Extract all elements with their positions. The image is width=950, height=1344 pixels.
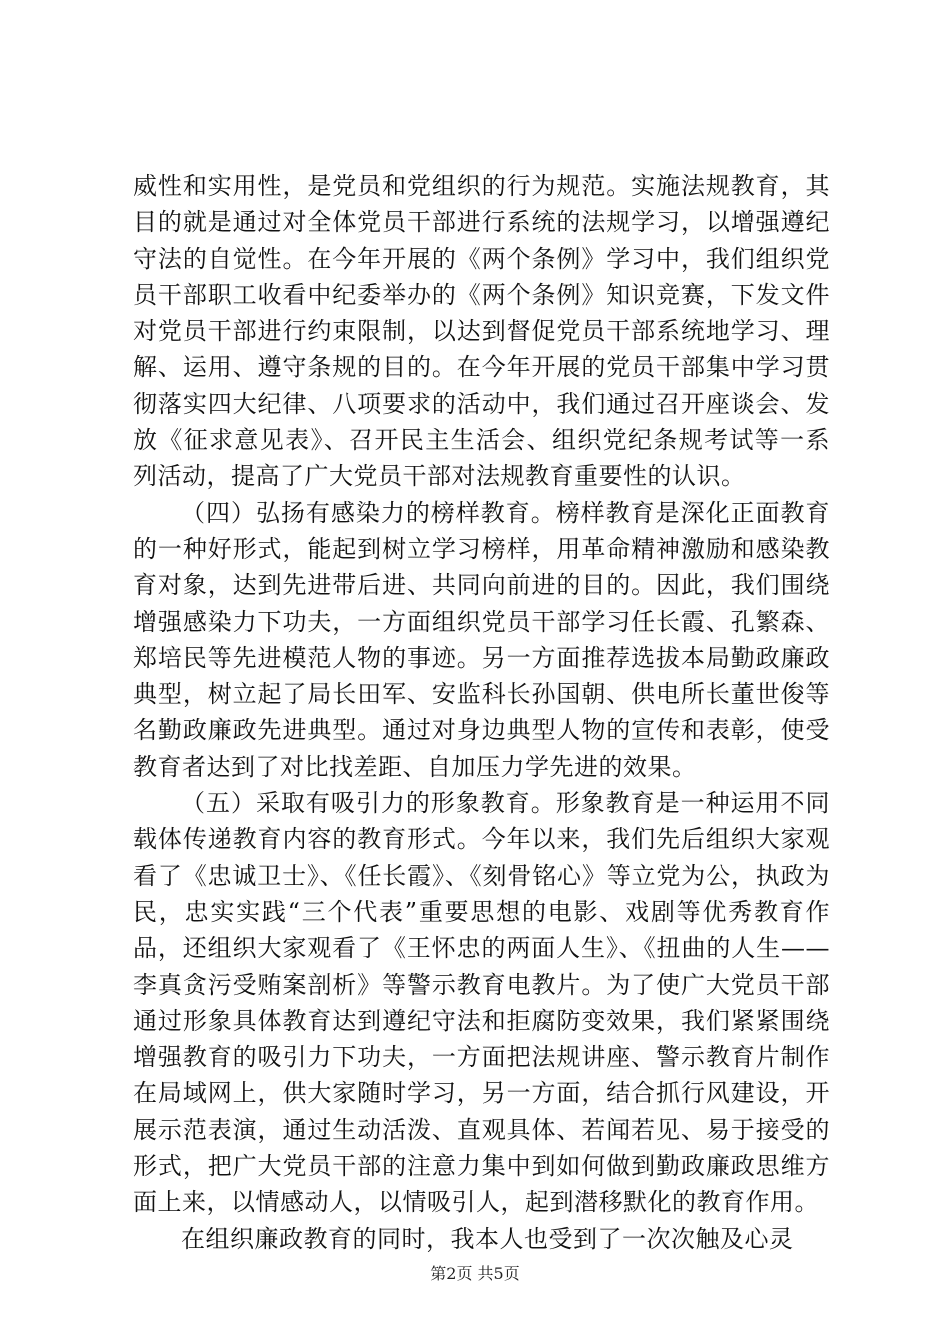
- paragraph-image-education: （五）采取有吸引力的形象教育。形象教育是一种运用不同载体传递教育内容的教育形式。今年以来，我们先后组织大家观看了《忠诚卫士》、《任长霞》、《刻骨铭心》等立党为公，执政为民，忠实实践“三个代表”重要思想的电影、戏剧等优秀教育作品，还组织大家观看了《王怀忠的两面人生》、《扭曲的人生——李真贪污受贿案剖析》等警示教育电教片。为了使广大党员干部通过形象具体教育达到遵纪守法和拒腐防变效果，我们紧紧围绕增强教育的吸引力下功夫，一方面把法规讲座、警示教育片制作在局域网上，供大家随时学习，另一方面，结合抓行风建设，开展示范表演，通过生动活泼、直观具体、若闻若见、易于接受的形式，把广大党员干部的注意力集中到如何做到勤政廉政思维方面上来，以情感动人，以情吸引人，起到潜移默化的教育作用。: [133, 789, 830, 1217]
- page-number-footer: 第2页 共5页: [430, 1264, 520, 1283]
- paragraph-personal-education: 在组织廉政教育的同时，我本人也受到了一次次触及心灵: [181, 1224, 794, 1253]
- paragraph-regulation-education: 威性和实用性，是党员和党组织的行为规范。实施法规教育，其目的就是通过对全体党员干部进行系统的法规学习，以增强遵纪守法的自觉性。在今年开展的《两个条例》学习中，我们组织党员干部职工收看中纪委举办的《两个条例》知识竞赛，下发文件对党员干部进行约束限制，以达到督促党员干部系统地学习、理解、运用、遵守条规的目的。在今年开展的党员干部集中学习贯彻落实四大纪律、八项要求的活动中，我们通过召开座谈会、发放《征求意见表》、召开民主生活会、组织党纪条规考试等一系列活动，提高了广大党员干部对法规教育重要性的认识。: [133, 172, 830, 491]
- document-body: [133, 168, 830, 1257]
- paragraph-role-model-education: （四）弘扬有感染力的榜样教育。榜样教育是深化正面教育的一种好形式，能起到树立学习榜样，用革命精神激励和感染教育对象，达到先进带后进、共同向前进的目的。因此，我们围绕增强感染力下功夫，一方面组织党员干部学习任长霞、孔繁森、郑培民等先进模范人物的事迹。另一方面推荐选拔本局勤政廉政典型，树立起了局长田军、安监科长孙国朝、供电所长董世俊等名勤政廉政先进典型。通过对身边典型人物的宣传和表彰，使受教育者达到了对比找差距、自加压力学先进的效果。: [133, 498, 830, 781]
